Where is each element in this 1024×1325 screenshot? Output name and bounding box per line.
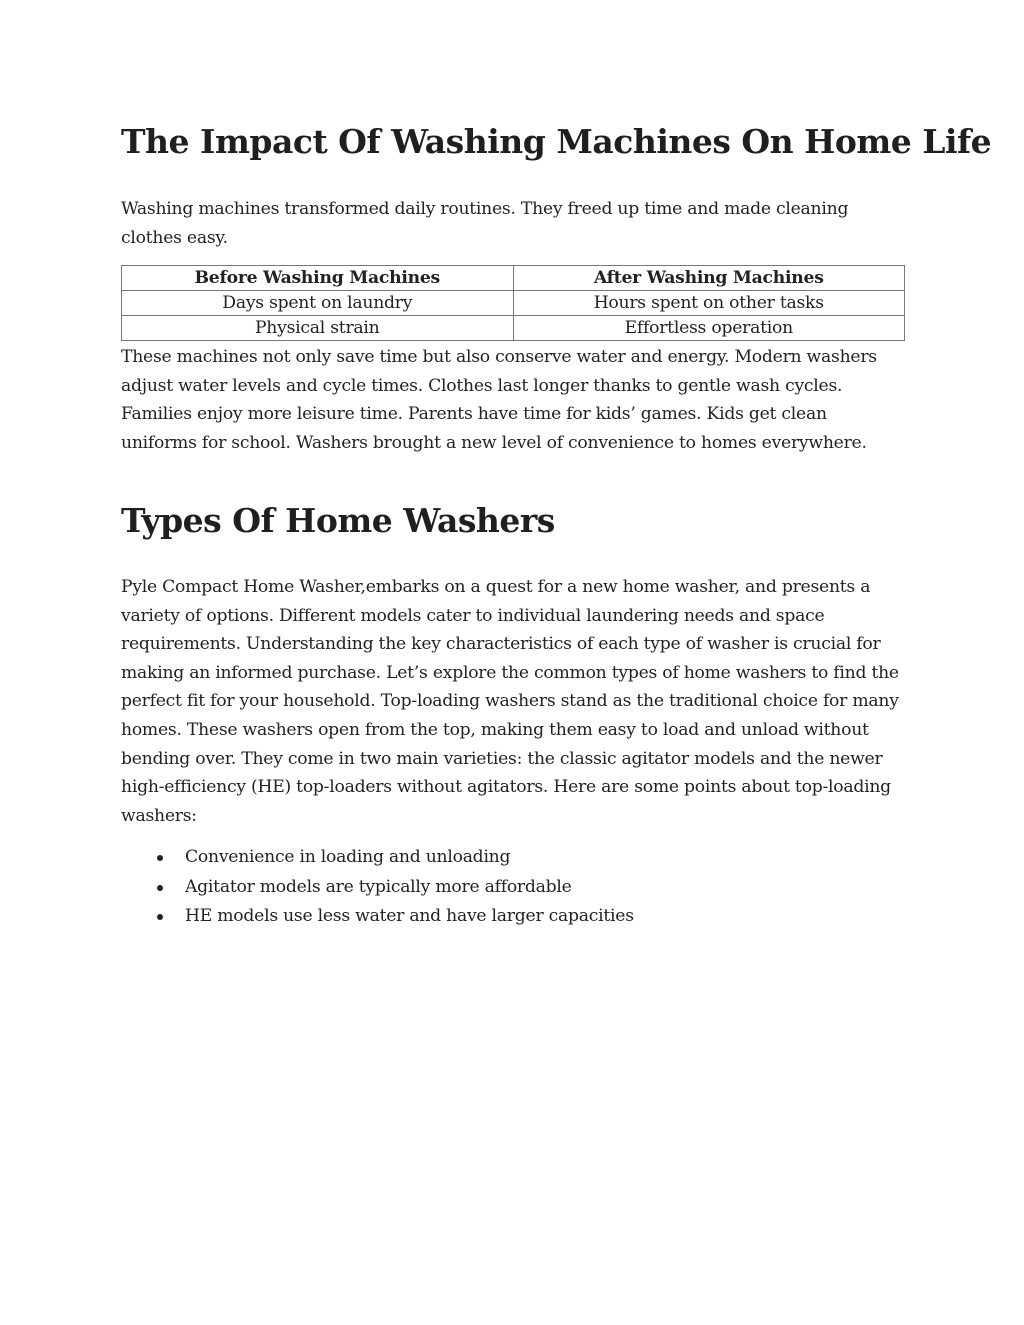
list-item-text: HE models use less water and have larger capacities [185, 906, 634, 926]
table-row [122, 291, 905, 316]
section-heading-impact: The Impact Of Washing Machines On Home Life [121, 122, 992, 161]
list-item-text: Convenience in loading and unloading [185, 847, 511, 867]
bullet-list [121, 843, 634, 932]
comparison-table [121, 265, 905, 341]
list-item [121, 902, 634, 932]
section-heading-types: Types Of Home Washers [121, 501, 555, 540]
body-paragraph: Pyle Compact Home Washer,embarks on a quest for a new home washer, and presents a variety of options. Different models cater to individual laundering needs and space requirements. Understanding the key characteristics of each type of washer is crucial for making an informed purchase. Let’s explore the common types of home washers to find the perfect fit for your household. Top-loading washers stand as the traditional choice for many homes. These washers open from the top, making them easy to load and unload without bending over. They come in two main varieties: the classic agitator models and the newer high-efficiency (HE) top-loaders without agitators. Here are some points about top-loading washers: [121, 577, 899, 826]
table-row [122, 316, 905, 341]
bullet-icon [157, 885, 163, 891]
bullet-icon [157, 914, 163, 920]
table-cell: Physical strain [122, 316, 514, 341]
list-item [121, 843, 634, 873]
table-cell: Hours spent on other tasks [513, 291, 905, 316]
table-header-cell: Before Washing Machines [122, 266, 514, 291]
list-item-text: Agitator models are typically more affordable [185, 876, 572, 897]
table-cell: Days spent on laundry [122, 291, 514, 316]
bullet-icon [157, 855, 163, 861]
table-cell: Effortless operation [513, 316, 905, 341]
body-paragraph: These machines not only save time but also conserve water and energy. Modern washers adjust water levels and cycle times. Clothes last longer thanks to gentle wash cycles. Families enjoy more leisure time. Parents have time for kids’ games. Kids get clean uniforms for school. Washers brought a new level of convenience to homes everywhere. [121, 347, 877, 453]
table-header-cell: After Washing Machines [513, 266, 905, 291]
intro-paragraph: Washing machines transformed daily routines. They freed up time and made cleaning clothes easy. [121, 199, 849, 248]
list-item [121, 873, 634, 903]
table-header-row [122, 266, 905, 291]
